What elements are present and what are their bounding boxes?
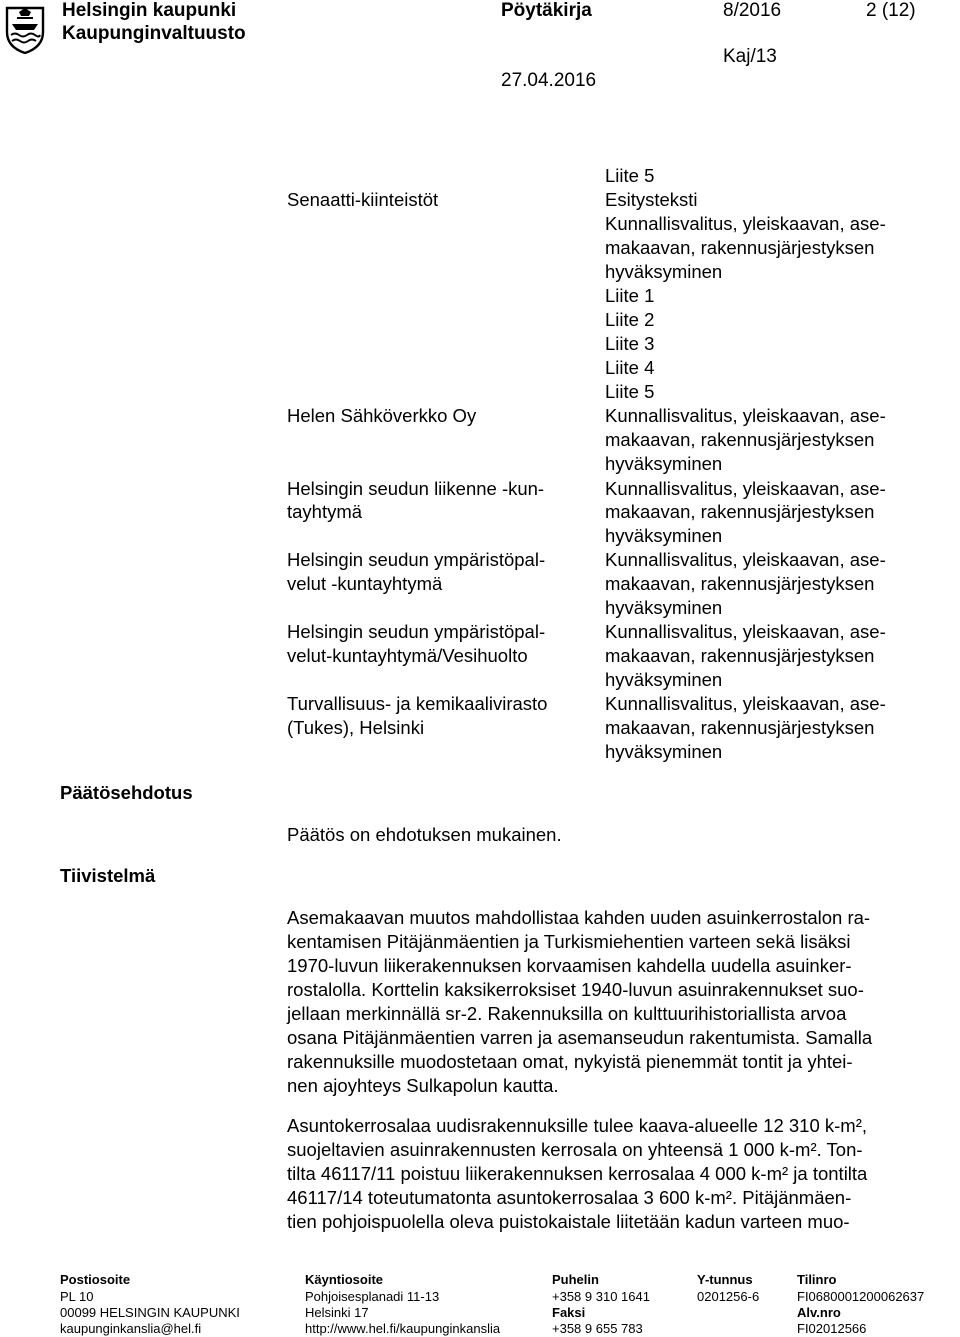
footer-alv-value: FI02012566	[797, 1321, 867, 1336]
footer-postal-city: 00099 HELSINGIN KAUPUNKI	[60, 1305, 240, 1320]
footer-alv-label: Alv.nro	[797, 1305, 841, 1320]
summary-para1-line: Asemakaavan muutos mahdollistaa kahden uuden asuinkerrostalon ra-	[287, 907, 871, 928]
attachment-line: Liite 4	[605, 357, 655, 378]
attachment-line: Liite 5	[605, 165, 655, 186]
header-page: 2 (12)	[866, 0, 916, 21]
summary-heading: Tiivistelmä	[60, 865, 156, 886]
attachment-line: Kunnallisvalitus, yleiskaavan, ase-	[605, 549, 886, 570]
summary-para2-line: tilta 46117/11 poistuu liikerakennuksen kerrosalaa 4 000 k-m² ja tontilta	[287, 1163, 868, 1184]
attachment-line: makaavan, rakennusjärjestyksen	[605, 429, 875, 450]
attachment-line: Liite 1	[605, 285, 655, 306]
summary-para1-line: kentamisen Pitäjänmäentien ja Turkismiehentien varteen sekä lisäksi	[287, 931, 851, 952]
header-date: 27.04.2016	[501, 70, 597, 91]
summary-para1-line: osana Pitäjänmäentien varren ja asemanseudun rakentumista. Samalla	[287, 1027, 873, 1048]
header-doc-type: Pöytäkirja	[501, 0, 592, 21]
attachment-line: makaavan, rakennusjärjestyksen	[605, 717, 875, 738]
attachment-line: Liite 2	[605, 309, 655, 330]
decision-heading: Päätösehdotus	[60, 782, 193, 803]
attachment-line: Esitysteksti	[605, 189, 698, 210]
attachment-line: hyväksyminen	[605, 453, 723, 474]
attachment-line: Kunnallisvalitus, yleiskaavan, ase-	[605, 478, 886, 499]
summary-para2-line: suojeltavien asuinrakennusten kerrosala on yhteensä 1 000 k-m². Ton-	[287, 1139, 863, 1160]
footer-postal-box: PL 10	[60, 1289, 94, 1304]
header-section: Kaj/13	[723, 46, 777, 67]
attachment-line: Kunnallisvalitus, yleiskaavan, ase-	[605, 405, 886, 426]
attachment-line: makaavan, rakennusjärjestyksen	[605, 645, 875, 666]
footer-visit-label: Käyntiosoite	[305, 1272, 384, 1287]
attachment-line: makaavan, rakennusjärjestyksen	[605, 237, 875, 258]
footer-phone-label: Puhelin	[552, 1272, 599, 1287]
recipient-hsy-vesi-line2: velut-kuntayhtymä/Vesihuolto	[287, 645, 528, 666]
attachment-line: Kunnallisvalitus, yleiskaavan, ase-	[605, 213, 886, 234]
summary-para2-line: Asuntokerrosalaa uudisrakennuksille tulee kaava-alueelle 12 310 k-m²,	[287, 1115, 867, 1136]
recipient-helen: Helen Sähköverkko Oy	[287, 405, 477, 426]
recipient-tukes-line2: (Tukes), Helsinki	[287, 717, 425, 738]
coat-of-arms-icon	[4, 4, 46, 54]
attachment-line: makaavan, rakennusjärjestyksen	[605, 501, 875, 522]
footer-fax-label: Faksi	[552, 1305, 586, 1320]
coat-of-arms-logo	[4, 4, 46, 54]
footer-email-link[interactable]: kaupunginkanslia@hel.fi	[60, 1321, 202, 1336]
footer-fax-number: +358 9 655 783	[552, 1321, 643, 1336]
attachment-line: hyväksyminen	[605, 669, 723, 690]
header-number: 8/2016	[723, 0, 782, 21]
attachment-line: Liite 5	[605, 381, 655, 402]
summary-para1-line: 1970-luvun liikerakennuksen korvaamisen kahdella uudella asuinker-	[287, 955, 852, 976]
footer-ytunnus-value: 0201256-6	[697, 1289, 760, 1304]
recipient-senaatti: Senaatti-kiinteistöt	[287, 189, 439, 210]
footer-tilinro-value: FI0680001200062637	[797, 1289, 925, 1304]
recipient-hsy-vesi-line1: Helsingin seudun ympäristöpal-	[287, 621, 546, 642]
footer-visit-city: Helsinki 17	[305, 1305, 369, 1320]
summary-para1-line: rakennuksille muodostetaan omat, nykyistä pienemmät tontit ja yhtei-	[287, 1051, 853, 1072]
footer-visit-street: Pohjoisesplanadi 11-13	[305, 1289, 440, 1304]
footer-website-link[interactable]: http://www.hel.fi/kaupunginkanslia	[305, 1321, 501, 1336]
recipient-tukes-line1: Turvallisuus- ja kemikaalivirasto	[287, 693, 548, 714]
summary-para2-line: 46117/14 toteutumatonta asuntokerrosalaa 3 600 k-m². Pitäjänmäen-	[287, 1187, 852, 1208]
footer-postal-label: Postiosoite	[60, 1272, 131, 1287]
attachment-line: Kunnallisvalitus, yleiskaavan, ase-	[605, 621, 886, 642]
recipient-hsl-line1: Helsingin seudun liikenne -kun-	[287, 478, 545, 499]
footer-tilinro-label: Tilinro	[797, 1272, 837, 1287]
attachment-line: hyväksyminen	[605, 261, 723, 282]
header-city: Helsingin kaupunki	[62, 0, 237, 21]
summary-para1-line: jellaan merkinnällä sr-2. Rakennuksilla on kulttuurihistoriallista arvoa	[287, 1003, 847, 1024]
decision-text: Päätös on ehdotuksen mukainen.	[287, 824, 562, 845]
recipient-hsy-line2: velut -kuntayhtymä	[287, 573, 443, 594]
recipient-hsy-line1: Helsingin seudun ympäristöpal-	[287, 549, 546, 570]
summary-para1-line: rostalolla. Korttelin kaksikerroksiset 1940-luvun asuinrakennukset suo-	[287, 979, 864, 1000]
attachment-line: Liite 3	[605, 333, 655, 354]
attachment-line: Kunnallisvalitus, yleiskaavan, ase-	[605, 693, 886, 714]
recipient-hsl-line2: tayhtymä	[287, 501, 363, 522]
attachment-line: hyväksyminen	[605, 741, 723, 762]
header-council: Kaupunginvaltuusto	[62, 23, 246, 44]
footer-ytunnus-label: Y-tunnus	[697, 1272, 753, 1287]
footer-phone-number: +358 9 310 1641	[552, 1289, 650, 1304]
summary-para2-line: tien pohjoispuolella oleva puistokaistale liitetään kadun varteen muo-	[287, 1211, 850, 1232]
attachment-line: hyväksyminen	[605, 525, 723, 546]
attachment-line: hyväksyminen	[605, 597, 723, 618]
summary-para1-line: nen ajoyhteys Sulkapolun kautta.	[287, 1075, 559, 1096]
attachment-line: makaavan, rakennusjärjestyksen	[605, 573, 875, 594]
